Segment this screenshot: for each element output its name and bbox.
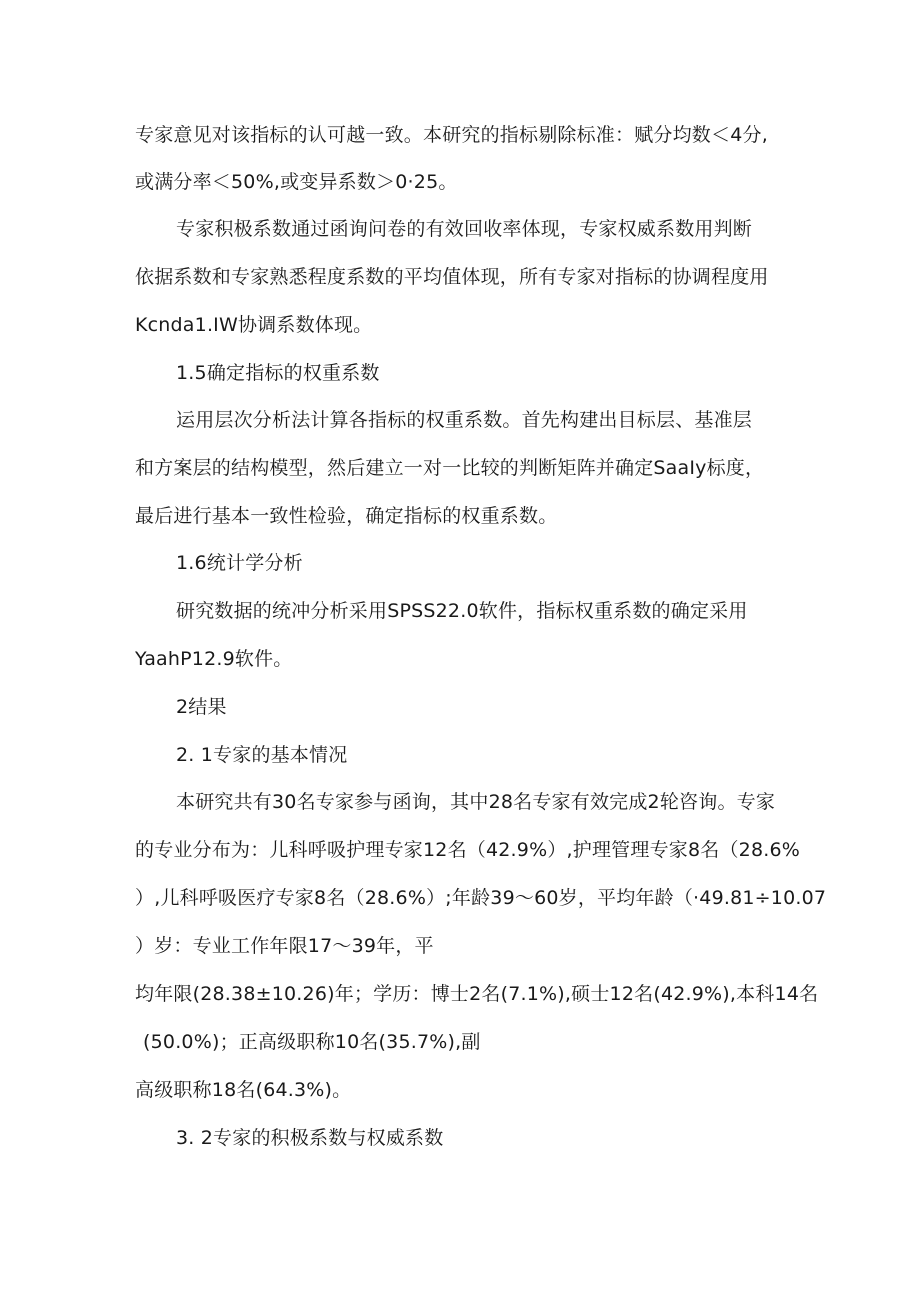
text-line: 运用层次分析法计算各指标的权重系数。首先构建出目标层、基准层 xyxy=(176,409,753,431)
text-line: 或满分率＜50%,或变异系数＞0·25。 xyxy=(135,171,458,193)
section-heading: 2. 1专家的基本情况 xyxy=(176,744,348,766)
text-line: 专家积极系数通过函询问卷的有效回收率体现，专家权威系数用判断 xyxy=(176,218,753,240)
text-line: ）,儿科呼吸医疗专家8名（28.6%）;年龄39〜60岁，平均年龄（·49.81÷10.07 xyxy=(135,887,827,909)
text-line: ）岁：专业工作年限17〜39年，平 xyxy=(135,935,434,957)
text-line: 本研究共有30名专家参与函询，其中28名专家有效完成2轮咨询。专家 xyxy=(176,791,776,813)
text-line: 专家意见对该指标的认可越一致。本研究的指标剔除标准：赋分均数＜4分, xyxy=(135,124,768,146)
text-line: (50.0%)；正高级职称10名(35.7%),副 xyxy=(143,1031,481,1053)
text-line: 最后进行基本一致性检验，确定指标的权重系数。 xyxy=(135,505,558,527)
text-line: Kcnda1.IW协调系数体现。 xyxy=(135,314,373,336)
section-heading: 2结果 xyxy=(176,696,227,718)
text-line: 和方案层的结构模型，然后建立一对一比较的判断矩阵并确定SaaIy标度， xyxy=(135,457,765,479)
section-heading: 1.5确定指标的权重系数 xyxy=(176,362,380,384)
text-line: 研究数据的统冲分析采用SPSS22.0软件，指标权重系数的确定采用 xyxy=(176,600,748,622)
section-heading: 3. 2专家的积极系数与权威系数 xyxy=(176,1127,444,1149)
text-line: 的专业分布为：儿科呼吸护理专家12名（42.9%）,护理管理专家8名（28.6% xyxy=(135,839,801,861)
text-line: 均年限(28.38±10.26)年；学历：博士2名(7.1%),硕士12名(42.9%),本科14名 xyxy=(135,983,819,1005)
section-heading: 1.6统计学分析 xyxy=(176,552,303,574)
text-line: 高级职称18名(64.3%)。 xyxy=(135,1079,352,1101)
text-line: 依据系数和专家熟悉程度系数的平均值体现，所有专家对指标的协调程度用 xyxy=(135,266,769,288)
text-line: YaahP12.9软件。 xyxy=(135,648,293,670)
